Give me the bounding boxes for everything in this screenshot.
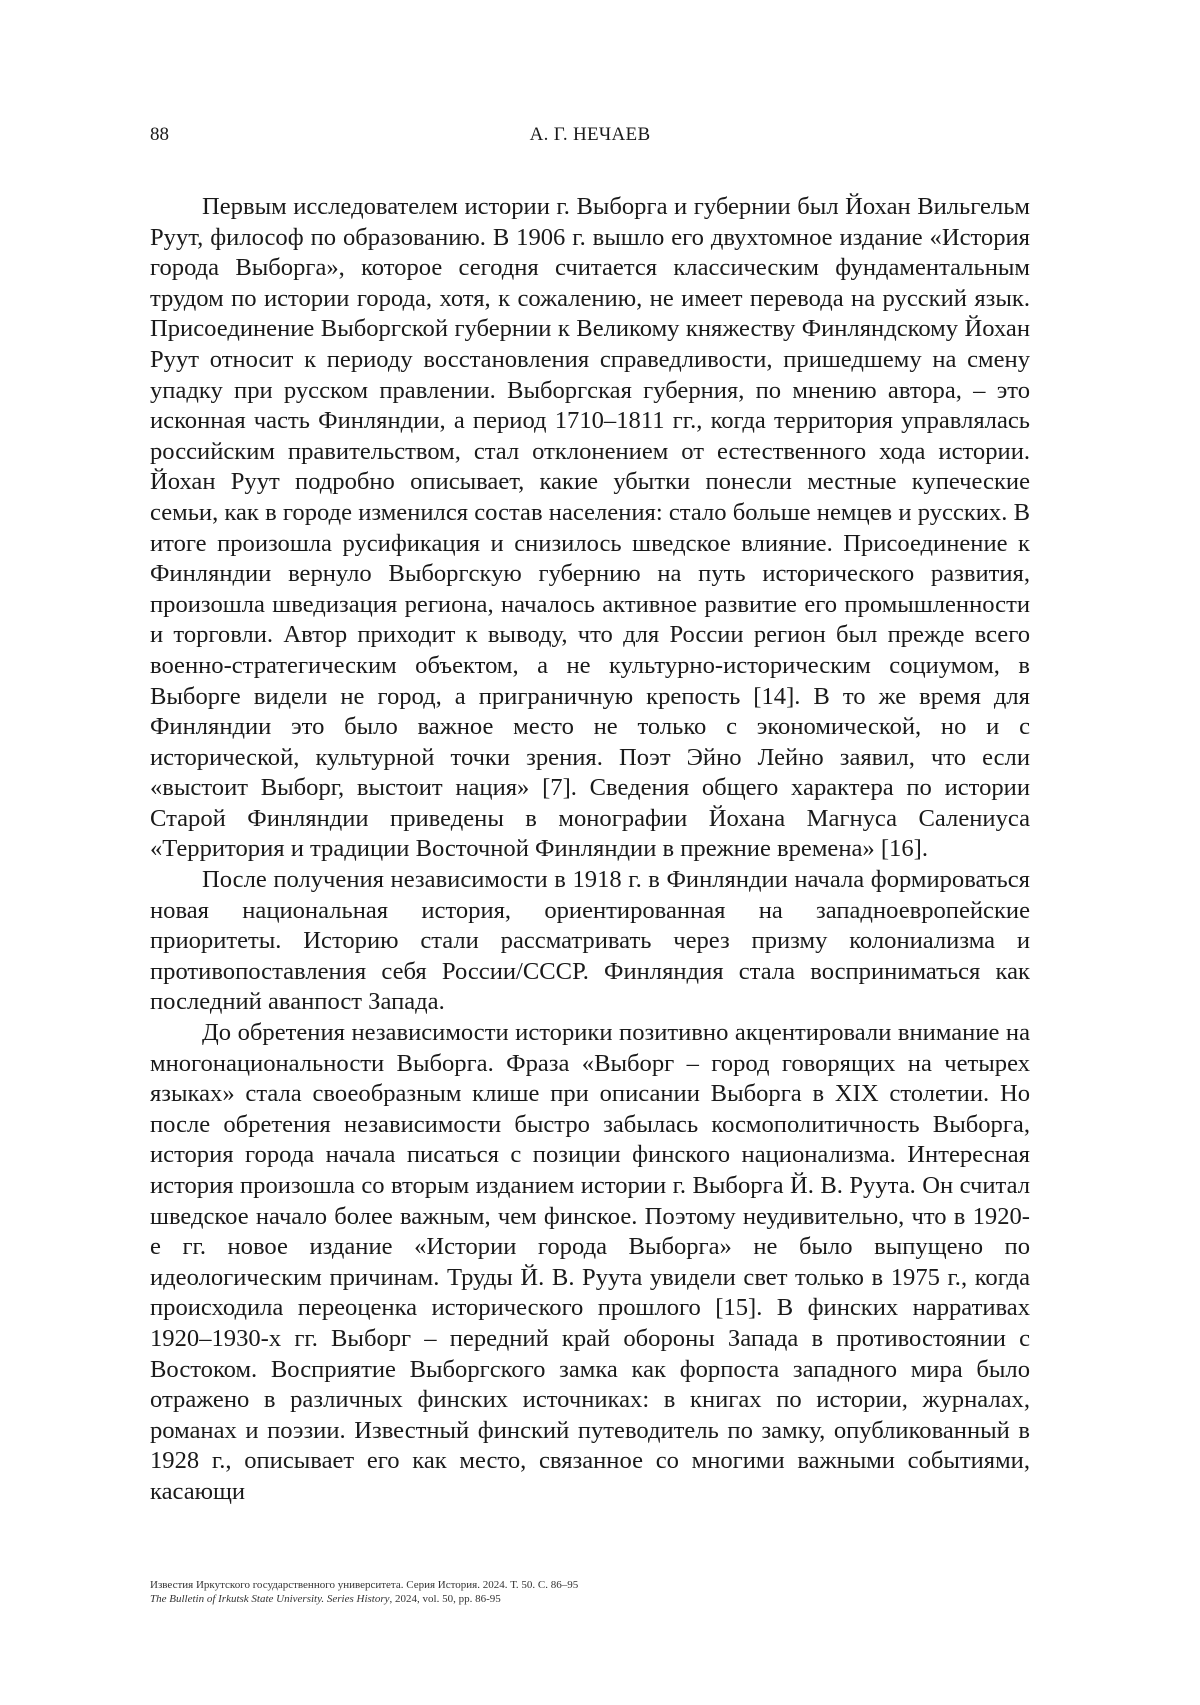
running-head-author: А. Г. НЕЧАЕВ — [150, 124, 1030, 146]
footer-citation-ru: Известия Иркутского государственного университета. Серия История. 2024. Т. 50. С. 86–95 — [150, 1578, 1030, 1592]
page-header — [150, 124, 1030, 154]
paragraph-1: Первым исследователем истории г. Выборга и губернии был Йохан Вильгельм Руут, философ по образованию. В 1906 г. вышло его двухтомное издание «История города Выборга», которое сегодня считается классиче­ским фундаментальным трудом по истории города, хотя, к сожалению, не имеет перевода на русский язык. Присоединение Выборгской губернии к Великому княжеству Финляндскому Йохан Руут относит к периоду восста­новления справедливости, пришедшему на смену упадку при русском прав­лении. Выборгская губерния, по мнению автора, – это исконная часть Фин­ляндии, а период 1710–1811 гг., когда территория управлялась российским правительством, стал отклонением от естественного хода истории. Йохан Руут подробно описывает, какие убытки понесли местные купеческие семьи, как в городе изменился состав населения: стало больше немцев и русских. В итоге произошла русификация и снизилось шведское влияние. Присоедине­ние к Финляндии вернуло Выборгскую губернию на путь исторического раз­вития, произошла шведизация региона, началось активное развитие его про­мышленности и торговли. Автор приходит к выводу, что для России регион был прежде всего военно-стратегическим объектом, а не культурно-историческим социумом, в Выборге видели не город, а приграничную кре­пость [14]. В то же время для Финляндии это было важное место не только с экономической, но и с исторической, культурной точки зрения. Поэт Эйно Лейно заявил, что если «выстоит Выборг, выстоит нация» [7]. Сведения об­щего характера по истории Старой Финляндии приведены в монографии Йо­хана Магнуса Салениуса «Территория и традиции Восточной Финляндии в прежние времена» [16]. — [150, 192, 1030, 865]
journal-citation-footer — [150, 1578, 1030, 1606]
footer-journal-details-en: , 2024, vol. 50, pp. 86-95 — [390, 1593, 501, 1605]
paragraph-2: После получения независимости в 1918 г. в Финляндии начала форми­роваться новая национальная история, ориентированная на западноевропей­ские приоритеты. Историю стали рассматривать через призму колониализма и противопоставления себя России/СССР. Финляндия стала восприниматься как последний аванпост Запада. — [150, 865, 1030, 1018]
page-number: 88 — [150, 124, 169, 146]
footer-citation-en — [150, 1592, 1030, 1606]
paragraph-3: До обретения независимости историки позитивно акцентировали вни­мание на многонациональности Выборга. Фраза «Выборг – город говорящих на четырех языках» стала своеобразным клише при описании Выборга в XIX столетии. Но после обретения независимости быстро забылась космополи­тичность Выборга, история города начала писаться с позиции финского национализма. Интересная история произошла со вторым изданием истории г. Выборга Й. В. Руута. Он считал шведское начало более важным, чем фин­ское. Поэтому неудивительно, что в 1920-е гг. новое издание «Истории горо­да Выборга» не было выпущено по идеологическим причинам. Труды Й. В. Руута увидели свет только в 1975 г., когда происходила переоценка ис­торического прошлого [15]. В финских нарративах 1920–1930-х гг. Выборг – передний край обороны Запада в противостоянии с Востоком. Восприятие Выборгского замка как форпоста западного мира было отражено в различ­ных финских источниках: в книгах по истории, журналах, романах и поэзии. Известный финский путеводитель по замку, опубликованный в 1928 г., опи­сывает его как место, связанное со многими важными событиями, касающи­ — [150, 1018, 1030, 1508]
article-body — [150, 192, 1030, 1508]
footer-journal-title-en: The Bulletin of Irkutsk State University. Series History — [150, 1593, 390, 1605]
journal-page — [0, 0, 1200, 1705]
